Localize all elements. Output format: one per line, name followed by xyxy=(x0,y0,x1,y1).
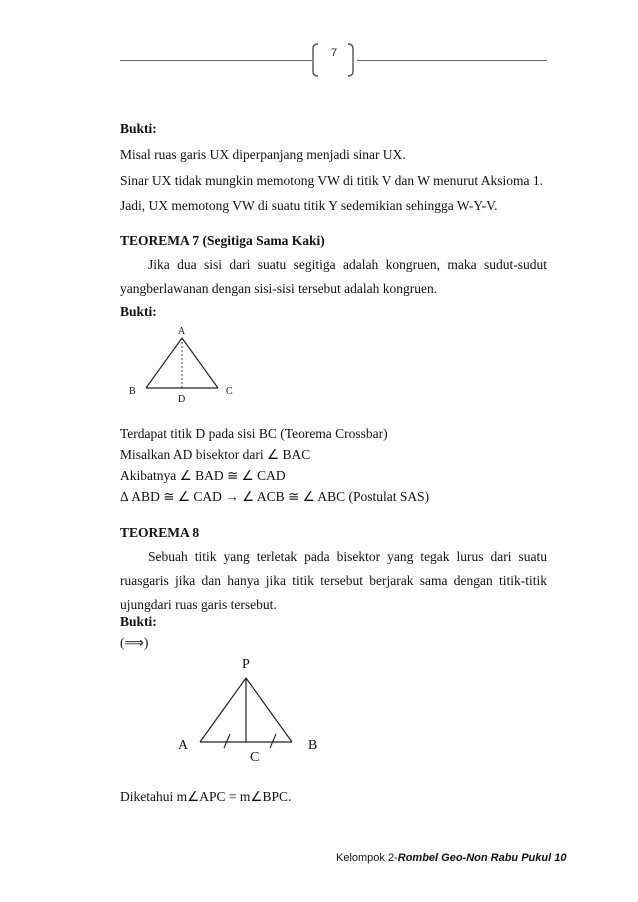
proof-line: Misal ruas garis UX diperpanjang menjadi sinar UX. xyxy=(120,147,406,162)
tick-mark-ac xyxy=(224,734,230,748)
proof-line: Sinar UX tidak mungkin memotong VW di titik V dan W menurut Aksioma 1. xyxy=(120,173,543,188)
proof-heading: Bukti: xyxy=(120,121,157,136)
proof-line: Jadi, UX memotong VW di suatu titik Y sedemikian sehingga W-Y-V. xyxy=(120,198,498,213)
label-c: C xyxy=(226,386,233,397)
footer-emphasis: Rombel Geo-Non Rabu Pukul 10 xyxy=(397,852,567,864)
proof-heading: Bukti: xyxy=(120,304,157,319)
theorem-statement: Jika dua sisi dari suatu segitiga adalah kongruen, maka sudut-sudut yangberlawanan dengan sisi-sisi tersebut adalah kongruen. xyxy=(120,257,547,296)
footer-prefix: Kelompok 2- xyxy=(336,852,398,864)
footer xyxy=(336,852,566,864)
proof-line: Akibatnya ∠ BAD ≅ ∠ CAD xyxy=(120,468,286,483)
theorem-title: TEOREMA 8 xyxy=(120,525,200,540)
proof-direction: (⟹) xyxy=(120,635,149,650)
theorem-statement: Sebuah titik yang terletak pada bisektor yang tegak lurus dari suatu ruasgaris jika dan hanya jika titik tersebut berjarak sama dengan titik-titik ujungdari ruas garis tersebut. xyxy=(120,549,547,612)
label-a: A xyxy=(178,326,186,337)
perpendicular-bisector-figure xyxy=(170,650,330,765)
label-a: A xyxy=(178,738,189,753)
header-rule-right xyxy=(357,60,547,61)
page-number: 7 xyxy=(331,47,338,59)
proof-line: Diketahui m∠APC = m∠BPC. xyxy=(120,789,292,804)
proof-line: Δ ABD ≅ ∠ CAD → ∠ ACB ≅ ∠ ABC (Postulat SAS) xyxy=(120,489,430,504)
label-b: B xyxy=(129,386,136,397)
label-b: B xyxy=(308,738,318,753)
proof-heading: Bukti: xyxy=(120,614,157,629)
theorem-title: TEOREMA 7 (Segitiga Sama Kaki) xyxy=(120,233,325,248)
label-p: P xyxy=(242,657,250,672)
header-rule-left xyxy=(120,60,312,61)
label-d: D xyxy=(178,394,186,404)
isosceles-triangle-figure xyxy=(120,322,250,404)
proof-line: Terdapat titik D pada sisi BC (Teorema Crossbar) xyxy=(120,426,388,441)
proof-line: Misalkan AD bisektor dari ∠ BAC xyxy=(120,447,311,462)
tick-mark-cb xyxy=(270,734,276,748)
label-c: C xyxy=(250,750,260,765)
